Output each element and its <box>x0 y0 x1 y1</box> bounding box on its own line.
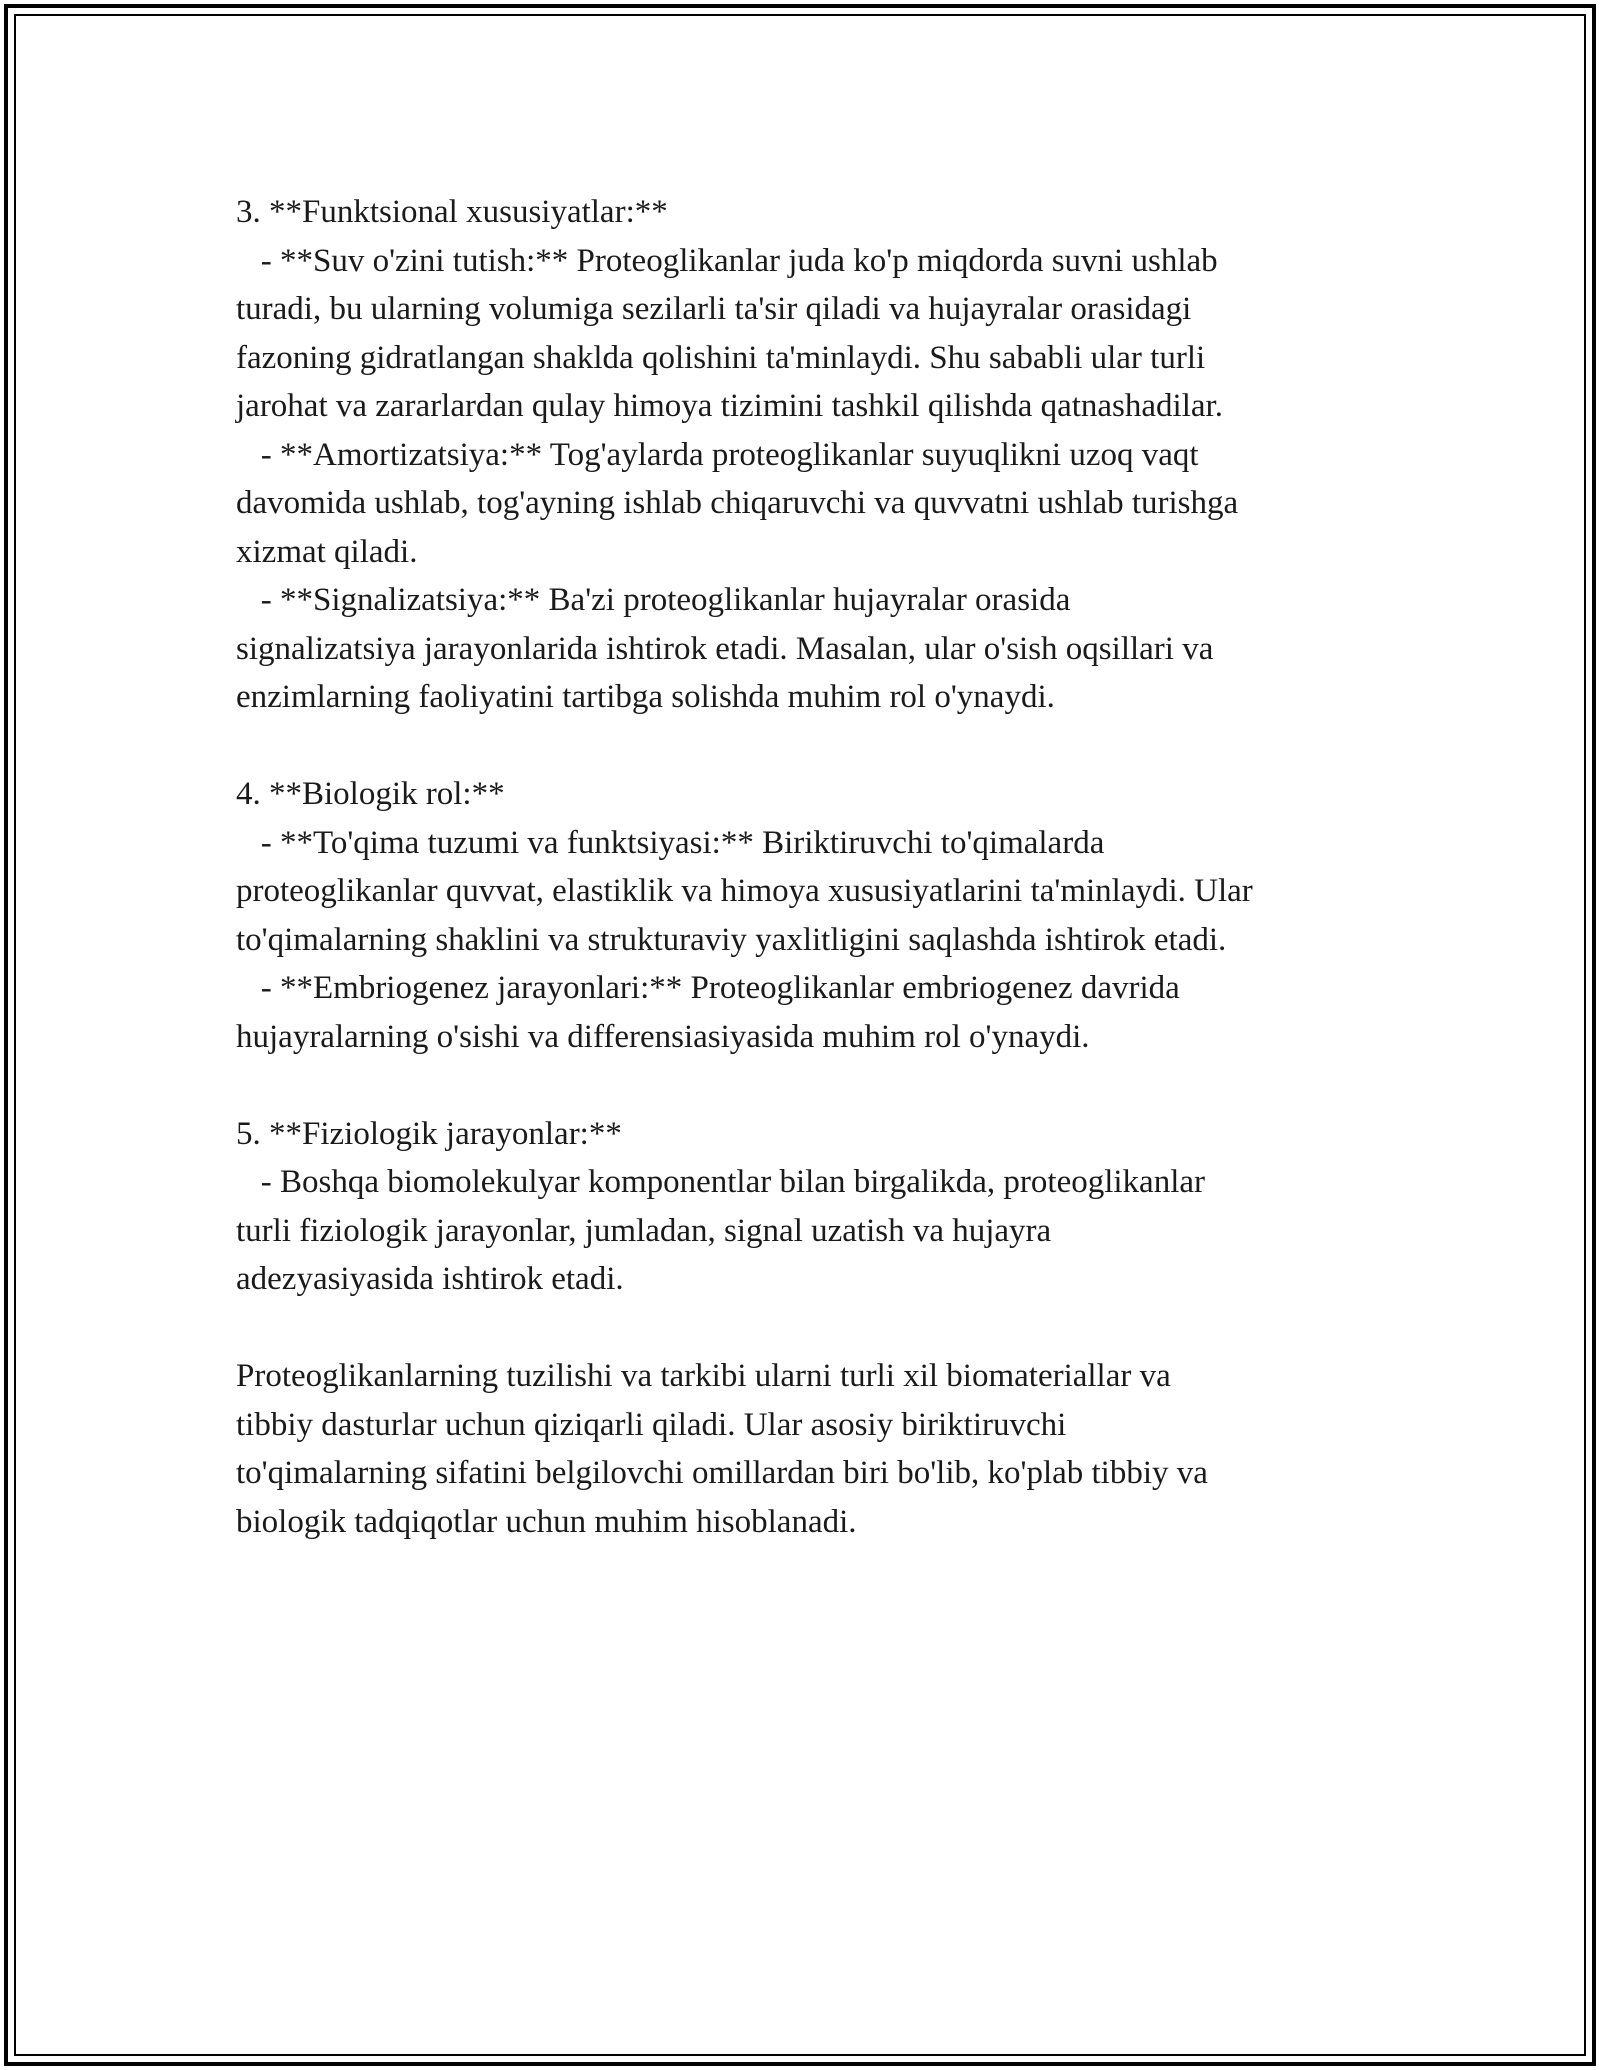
text-line: turli fiziologik jarayonlar, jumladan, signal uzatish va hujayra <box>236 1212 1052 1249</box>
conclusion-line: biologik tadqiqotlar uchun muhim hisoblanadi. <box>236 1503 857 1540</box>
text-line: - **Suv o'zini tutish:** Proteoglikanlar juda ko'p miqdorda suvni ushlab <box>236 242 1218 279</box>
text-line: hujayralarning o'sishi va differensiasiyasida muhim rol o'ynaydi. <box>236 1018 1090 1055</box>
text-line: fazoning gidratlangan shaklda qolishini ta'minlaydi. Shu sababli ular turli <box>236 339 1206 376</box>
conclusion-line: Proteoglikanlarning tuzilishi va tarkibi ularni turli xil biomateriallar va <box>236 1358 1171 1394</box>
conclusion-line: tibbiy dasturlar uchun qiziqarli qiladi. Ular asosiy biriktiruvchi <box>236 1406 1067 1443</box>
blank-line <box>236 1061 1386 1110</box>
section-5-heading: 5. **Fiziologik jarayonlar:** <box>236 1115 622 1152</box>
text-line: jarohat va zararlardan qulay himoya tizimini tashkil qilishda qatnashadilar. <box>236 388 1223 424</box>
text-line: to'qimalarning shaklini va strukturaviy yaxlitligini saqlashda ishtirok etadi. <box>236 921 1227 958</box>
text-line: - **Embriogenez jarayonlari:** Proteoglikanlar embriogenez davrida <box>236 970 1180 1006</box>
section-4-heading: 4. **Biologik rol:** <box>236 776 505 812</box>
text-line: - Boshqa biomolekulyar komponentlar bilan birgalikda, proteoglikanlar <box>236 1164 1206 1200</box>
text-line: xizmat qiladi. <box>236 533 418 570</box>
text-line: - **Amortizatsiya:** Tog'aylarda proteoglikanlar suyuqlikni uzoq vaqt <box>236 436 1199 473</box>
text-line: signalizatsiya jarayonlarida ishtirok etadi. Masalan, ular o'sish oqsillari va <box>236 630 1214 667</box>
text-line: davomida ushlab, tog'ayning ishlab chiqaruvchi va quvvatni ushlab turishga <box>236 485 1239 521</box>
text-line: adezyasiyasida ishtirok etadi. <box>236 1261 624 1297</box>
text-line: proteoglikanlar quvvat, elastiklik va himoya xususiyatlarini ta'minlaydi. Ular <box>236 873 1253 909</box>
blank-line <box>236 722 1386 771</box>
text-line: turadi, bu ularning volumiga sezilarli ta'sir qiladi va hujayralar orasidagi <box>236 291 1192 327</box>
text-line: enzimlarning faoliyatini tartibga solishda muhim rol o'ynaydi. <box>236 679 1055 715</box>
section-3-heading: 3. **Funktsional xususiyatlar:** <box>236 194 668 230</box>
conclusion-line: to'qimalarning sifatini belgilovchi omillardan biri bo'lib, ko'plab tibbiy va <box>236 1455 1208 1491</box>
blank-line <box>236 1304 1386 1353</box>
text-line: - **To'qima tuzumi va funktsiyasi:** Biriktiruvchi to'qimalarda <box>236 824 1105 861</box>
document-body <box>236 188 1386 1546</box>
text-line: - **Signalizatsiya:** Ba'zi proteoglikanlar hujayralar orasida <box>236 582 1071 618</box>
